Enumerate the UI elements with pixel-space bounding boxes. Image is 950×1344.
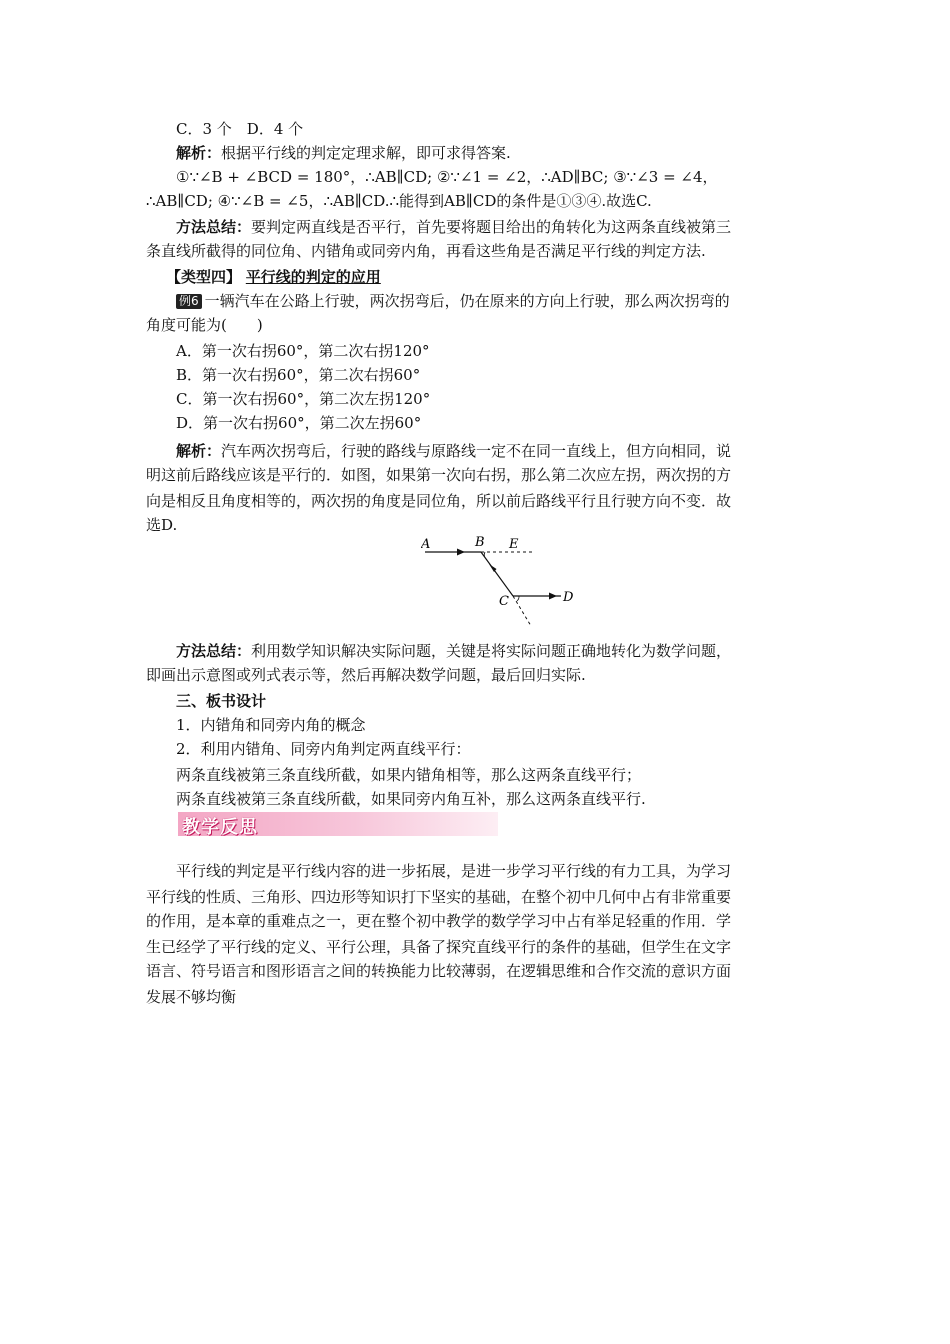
route-diagram xyxy=(421,534,581,634)
path-bc xyxy=(481,552,513,596)
method-summary2-1 xyxy=(176,640,731,662)
method-summary2-label: 方法总结： xyxy=(176,642,252,660)
dashed-extension xyxy=(513,596,531,626)
arrow-ab xyxy=(457,549,465,556)
example-text: 一辆汽车在公路上行驶，两次拐弯后，仍在原来的方向上行驶，那么两次拐弯的 xyxy=(204,292,730,310)
reflection-banner-title: 教学反思 xyxy=(182,817,258,838)
reflection-line-5: 语言、符号语言和图形语言之间的转换能力比较薄弱，在逻辑思维和合作交流的意识方面 xyxy=(146,962,732,980)
board-item-1: 1．内错角和同旁内角的概念 xyxy=(176,716,366,734)
reflection-line-4: 生已经学了平行线的定义、平行公理，具备了探究直线平行的条件的基础，但学生在文字 xyxy=(146,938,732,956)
example-6-line-1 xyxy=(176,290,730,312)
board-rule-1: 两条直线被第三条直线所截，如果内错角相等，那么这两条直线平行； xyxy=(176,766,642,784)
reflection-banner xyxy=(178,812,498,836)
type-four-heading xyxy=(166,266,381,288)
example-tag: 例6 xyxy=(176,294,202,309)
method-summary-1 xyxy=(176,216,731,238)
label-d: D xyxy=(563,590,574,605)
analysis-line-3: ∴AB∥CD; ④∵∠B = ∠5，∴AB∥CD.∴能得到AB∥CD的条件是①③④.故选C. xyxy=(146,192,652,210)
analysis2-line-3: 向是相反且角度相等的，两次拐的角度是同位角，所以前后路线平行且行驶方向不变．故 xyxy=(146,492,732,510)
option-line-cd: C．3 个 D．4 个 xyxy=(176,120,304,138)
angle-c-arc xyxy=(517,596,519,601)
analysis2-line-4: 选D. xyxy=(146,516,178,534)
analysis-line-2: ①∵∠B + ∠BCD = 180°，∴AB∥CD; ②∵∠1 = ∠2，∴AD∥BC; ③∵∠3 = ∠4， xyxy=(176,168,718,186)
angle-b-arc xyxy=(484,552,485,557)
analysis-line-1 xyxy=(176,142,511,164)
analysis2-line-1 xyxy=(176,440,731,462)
option-a: A．第一次右拐60°，第二次右拐120° xyxy=(176,342,430,360)
section-board-design: 三、板书设计 xyxy=(176,692,267,710)
type-title: 平行线的判定的应用 xyxy=(245,268,381,286)
analysis-text: 根据平行线的判定定理求解，即可求得答案. xyxy=(221,144,511,162)
label-a: A xyxy=(421,537,431,552)
option-d: D．第一次右拐60°，第二次左拐60° xyxy=(176,414,422,432)
method-summary2-2: 即画出示意图或列式表示等，然后再解决数学问题，最后回归实际. xyxy=(146,666,586,684)
method-summary-text: 要判定两直线是否平行，首先要将题目给出的角转化为这两条直线被第三 xyxy=(251,218,732,236)
reflection-line-6: 发展不够均衡 xyxy=(146,988,237,1006)
board-item-2: 2．利用内错角、同旁内角判定两直线平行： xyxy=(176,740,471,758)
analysis-label: 解析： xyxy=(176,144,222,162)
board-rule-2: 两条直线被第三条直线所截，如果同旁内角互补，那么这两条直线平行. xyxy=(176,790,646,808)
analysis2-text: 汽车两次拐弯后，行驶的路线与原路线一定不在同一直线上，但方向相同，说 xyxy=(221,442,732,460)
method-summary-2: 条直线所截得的同位角、内错角或同旁内角，再看这些角是否满足平行线的判定方法. xyxy=(146,242,706,260)
analysis2-label: 解析： xyxy=(176,442,222,460)
label-e: E xyxy=(509,537,519,552)
option-b: B．第一次右拐60°，第二次右拐60° xyxy=(176,366,421,384)
reflection-line-1: 平行线的判定是平行线内容的进一步拓展，是进一步学习平行线的有力工具，为学习 xyxy=(176,862,732,880)
arrow-cd xyxy=(549,593,557,600)
reflection-line-3: 的作用，是本章的重难点之一，更在整个初中教学的数学学习中占有举足轻重的作用．学 xyxy=(146,912,732,930)
label-b: B xyxy=(475,535,485,550)
type-label: 【类型四】 xyxy=(166,268,242,286)
label-c: C xyxy=(499,594,509,609)
option-c: C．第一次右拐60°，第二次左拐120° xyxy=(176,390,431,408)
reflection-line-2: 平行线的性质、三角形、四边形等知识打下坚实的基础，在整个初中几何中占有非常重要 xyxy=(146,888,732,906)
method-summary2-text: 利用数学知识解决实际问题，关键是将实际问题正确地转化为数学问题， xyxy=(251,642,732,660)
method-summary-label: 方法总结： xyxy=(176,218,252,236)
analysis2-line-2: 明这前后路线应该是平行的．如图，如果第一次向右拐，那么第二次应左拐，两次拐的方 xyxy=(146,466,732,484)
example-6-line-2: 角度可能为( ) xyxy=(146,316,263,334)
